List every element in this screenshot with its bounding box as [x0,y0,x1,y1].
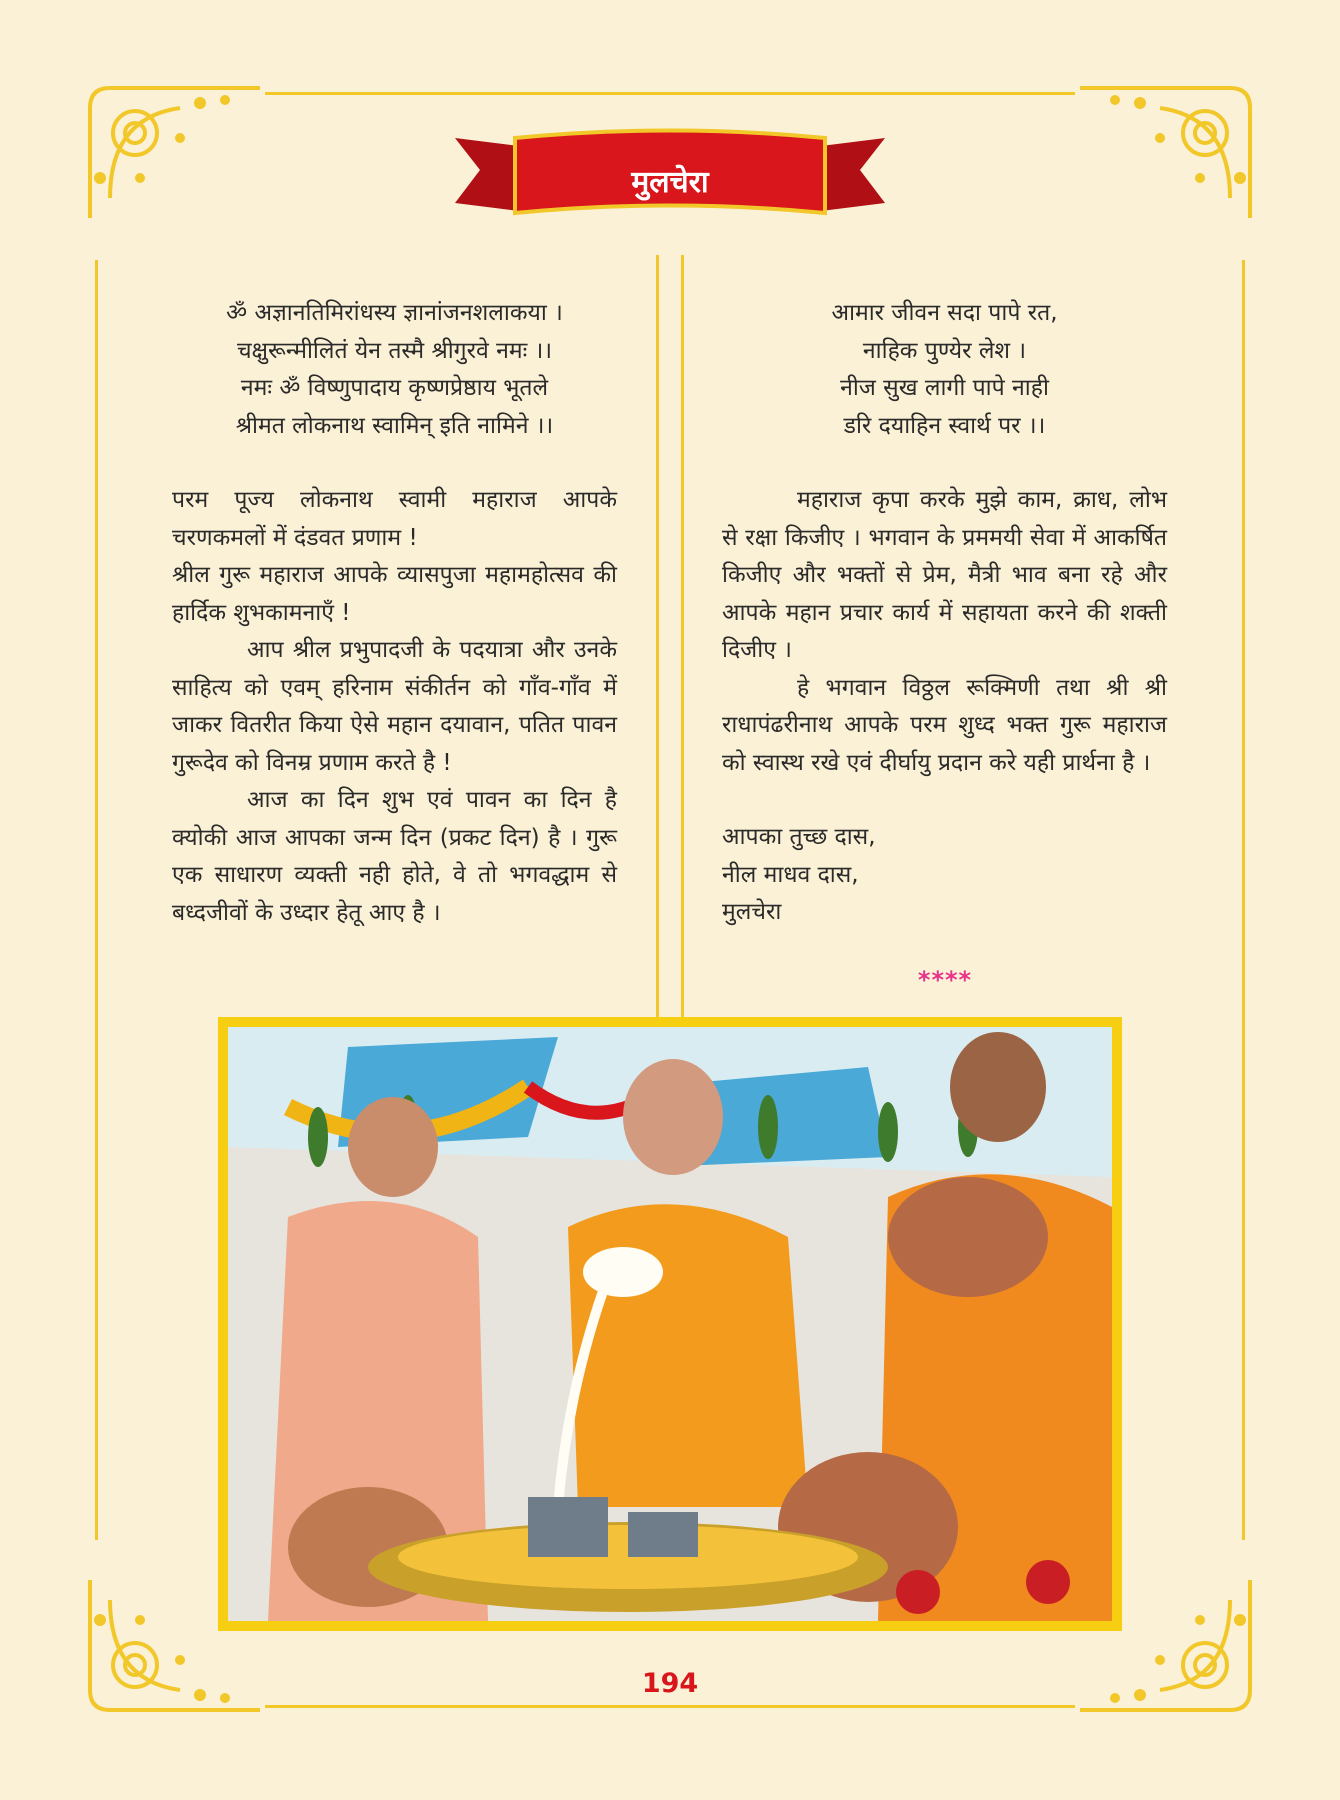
verse-line: आमार जीवन सदा पापे रत, [831,300,1058,326]
paragraph: हे भगवान विठ्ठल रूक्मिणी तथा श्री श्री राधापंढरीनाथ आपके परम शुध्द भक्त गुरू महाराज को स्वास्थ रखे एवं दीर्घायु प्रदान करे यही प्रार्थना है । [722,674,1167,776]
signature-line: नील माधव दास, [722,861,859,888]
paragraph: आज का दिन शुभ एवं पावन का दिन है क्योकी आज आपका जन्म दिन (प्रकट दिन) है । गुरू एक साधारण व्यक्ती नही होते, वे तो भगवद्धाम से बध्दजीवों के उध्दार हेतू आए है । [172,787,617,926]
paragraph: परम पूज्य लोकनाथ स्वामी महाराज आपके चरणकमलों में दंडवत प्रणाम ! [172,487,617,551]
frame-bottom-line [265,1705,1075,1708]
paragraph: आप श्रील प्रभुपादजी के पदयात्रा और उनके साहित्य को एवम् हरिनाम संकीर्तन को गाँव-गाँव में जाकर वितरीत किया ऐसे महान दयावान, पतित पावन गुरूदेव को विनम्र प्रणाम करते है ! [172,637,617,776]
right-verse [722,295,1167,445]
column-divider [656,255,684,1017]
left-verse [172,295,617,445]
verse-line: नमः ॐ विष्णुपादाय कृष्णप्रेष्ठाय भूतले [240,375,549,401]
verse-line: डरि दयाहिन स्वार्थ पर ।। [843,412,1046,439]
frame-left-line [95,260,98,1540]
left-column [172,295,617,932]
ceremony-photo [228,1027,1112,1621]
verse-line: श्रीमत लोकनाथ स्वामिन् इति नामिने ।। [235,412,554,439]
signature-line: आपका तुच्छ दास, [722,824,876,850]
stars-separator: **** [917,966,973,994]
verse-line: ॐ अज्ञानतिमिरांधस्य ज्ञानांजनशलाकया । [226,300,563,326]
verse-line: चक्षुरून्मीलितं येन तस्मै श्रीगुरवे नमः ।। [236,337,553,364]
verse-line: नाहिक पुण्येर लेश । [862,337,1027,364]
corner-ornament-top-right [1070,78,1260,228]
signature-line: मुलचेरा [722,899,782,925]
page-number: 194 [641,1668,699,1699]
frame-right-line [1242,260,1245,1540]
paragraph: महाराज कृपा करके मुझे काम, क्राध, लोभ से रक्षा किजीए । भगवान के प्रममयी सेवा में आकर्षित किजीए और भक्तों से प्रेम, मैत्री भाव बना रहे और आपके महान प्रचार कार्य में सहायता करने की शक्ती दिजीए । [722,487,1167,663]
corner-ornament-top-left [80,78,270,228]
paragraph: श्रील गुरू महाराज आपके व्यासपुजा महामहोत्सव की हार्दिक शुभकामनाएँ ! [172,562,617,626]
frame-top-line [265,92,1075,95]
right-column [722,295,1167,932]
verse-line: नीज सुख लागी पापे नाही [840,375,1049,401]
page-title: मुलचेरा [631,165,709,200]
